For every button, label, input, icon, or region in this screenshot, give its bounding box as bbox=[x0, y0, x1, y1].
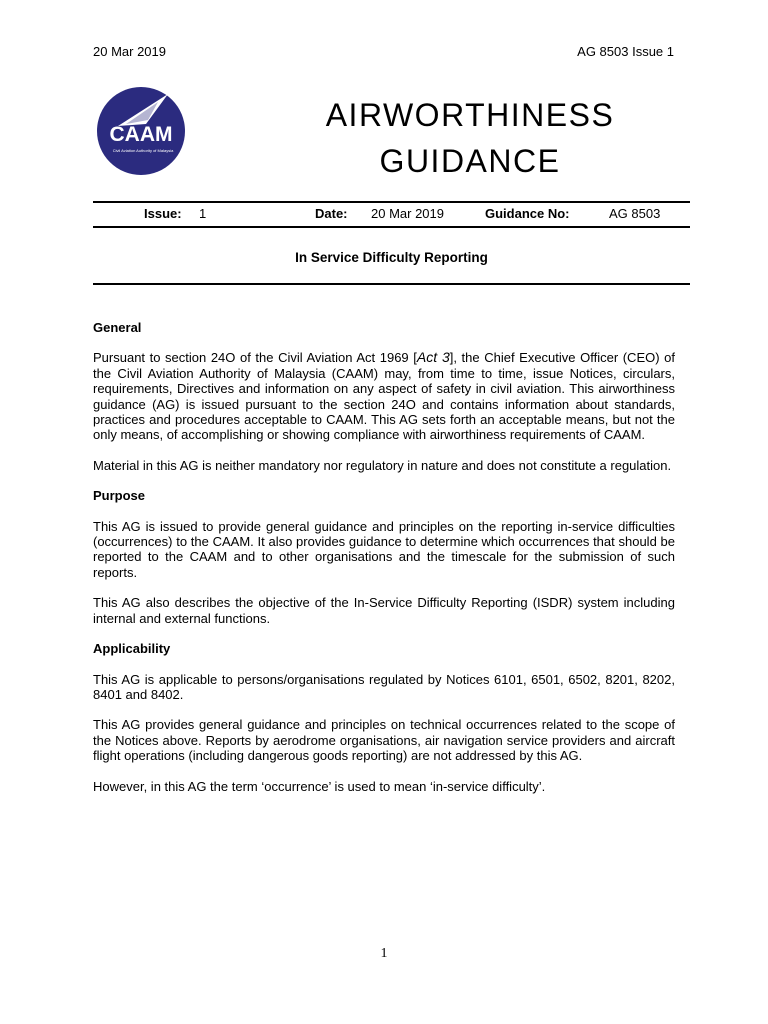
issue-label: Issue: bbox=[144, 206, 182, 221]
document-heading bbox=[270, 92, 670, 184]
date-label: Date: bbox=[315, 206, 348, 221]
header-reference: AG 8503 Issue 1 bbox=[577, 44, 674, 59]
applicability-paragraph-1: This AG is applicable to persons/organisations regulated by Notices 6101, 6501, 6502, 8201, 8202, 8401 and 8402. bbox=[93, 671, 675, 702]
logo-subtext: Civil Aviation Authority of Malaysia bbox=[112, 148, 174, 153]
meta-row bbox=[93, 206, 690, 223]
heading-line-1: AIRWORTHINESS bbox=[325, 97, 615, 133]
document-body bbox=[93, 320, 675, 809]
guidance-label: Guidance No: bbox=[485, 206, 570, 221]
section-heading-general: General bbox=[93, 320, 142, 335]
title-rule bbox=[93, 283, 690, 285]
meta-rule bbox=[93, 226, 690, 228]
caam-logo-emblem bbox=[96, 86, 186, 176]
page-number: 1 bbox=[380, 946, 388, 961]
general-paragraph-1: Pursuant to section 24O of the Civil Aviation Act 1969 [Act 3], the Chief Executive Officer (CEO) of the Civil Aviation Authority of Malaysia (CAAM) may, from time to time, issue Notices, circulars, requirements, Directives and information on any aspect of safety in civil aviation. This airworthiness guidance (AG) is issued pursuant to the section 24O and contains information about standards, practices and procedures acceptable to CAAM. This AG sets forth an acceptable means, but not the only means, of accomplishing or showing compliance with airworthiness requirements of CAAM. bbox=[93, 349, 675, 443]
document-title: In Service Difficulty Reporting bbox=[295, 250, 488, 265]
applicability-paragraph-3: However, in this AG the term ‘occurrence’ is used to mean ‘in-service difficulty’. bbox=[93, 778, 546, 794]
purpose-paragraph-1: This AG is issued to provide general guidance and principles on the reporting in-service difficulties (occurrences) to the CAAM. It also provides guidance to determine which occurrences that should be reported to the CAAM and to other organisations and the timescale for the submission of such reports. bbox=[93, 518, 675, 580]
guidance-value: AG 8503 bbox=[609, 206, 661, 221]
purpose-paragraph-2: This AG also describes the objective of the In-Service Difficulty Reporting (ISDR) system including internal and external functions. bbox=[93, 595, 675, 626]
act-reference: Act 3 bbox=[416, 349, 450, 366]
top-rule bbox=[93, 201, 690, 203]
section-heading-applicability: Applicability bbox=[93, 641, 171, 657]
header-date: 20 Mar 2019 bbox=[93, 44, 166, 59]
general-paragraph-2: Material in this AG is neither mandatory nor regulatory in nature and does not constitute a regulation. bbox=[93, 457, 672, 473]
logo-wordmark: CAAM bbox=[109, 123, 173, 146]
applicability-paragraph-2: This AG provides general guidance and principles on technical occurrences related to the scope of the Notices above. Reports by aerodrome organisations, air navigation service providers and aircraft flight operations (including dangerous goods reporting) are not addressed by this AG. bbox=[93, 717, 675, 764]
section-heading-purpose: Purpose bbox=[93, 488, 146, 504]
heading-line-2: GUIDANCE bbox=[379, 143, 561, 179]
date-value: 20 Mar 2019 bbox=[371, 206, 444, 221]
issue-value: 1 bbox=[199, 206, 207, 221]
caam-logo bbox=[96, 86, 186, 176]
